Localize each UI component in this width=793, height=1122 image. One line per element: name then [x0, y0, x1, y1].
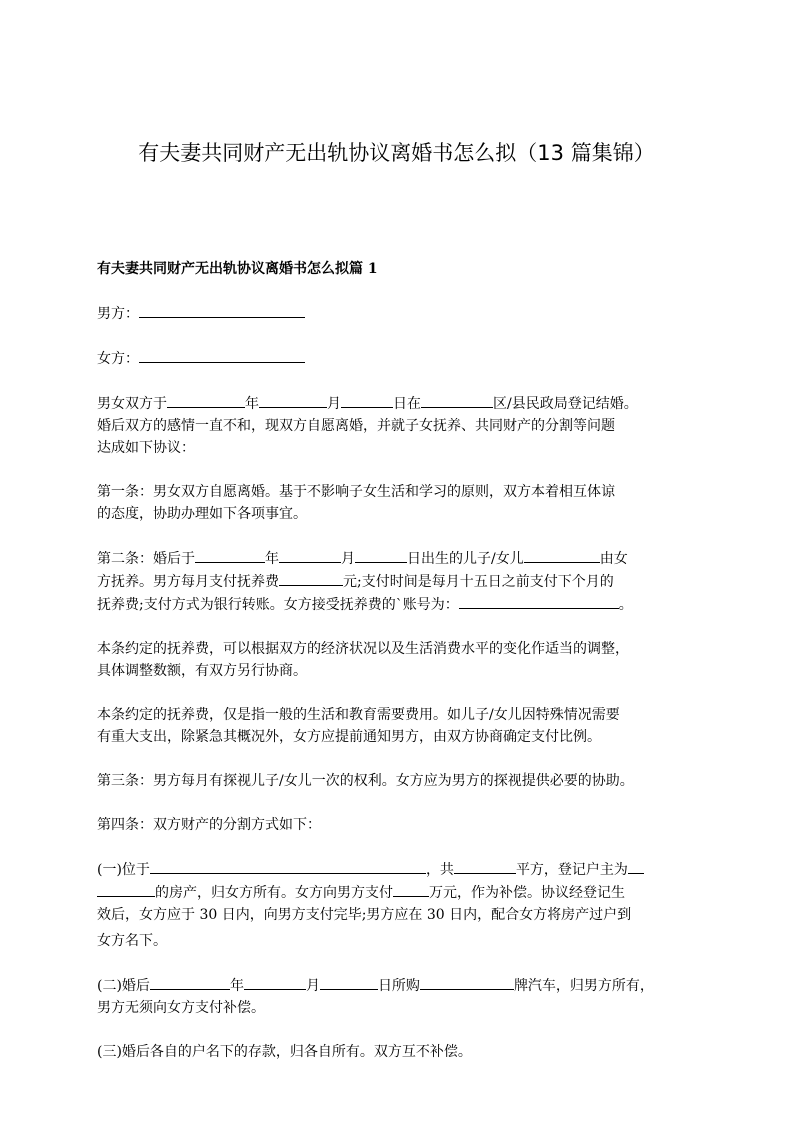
adjustment-para-line-1: 本条约定的抚养费，可以根据双方的经济状况以及生活消费水平的变化作适当的调整， — [97, 641, 629, 657]
district-blank — [421, 392, 493, 408]
text: 男女双方于 — [97, 396, 167, 412]
male-name-blank — [139, 302, 305, 318]
article-1-line-1: 第一条：男女双方自愿离婚。基于不影响子女生活和学习的原则，双方本着相互体谅 — [97, 484, 615, 500]
text: (一)位于 — [97, 862, 150, 878]
item-2-line-2: 男方无须向女方支付补偿。 — [97, 1000, 265, 1016]
text: 月 — [341, 551, 355, 567]
item-1-line-2 — [97, 881, 709, 904]
female-party-line — [97, 347, 709, 370]
year-blank — [150, 974, 230, 990]
article-1-line-2: 的态度，协助办理如下各项事宜。 — [97, 506, 307, 522]
text: 月 — [305, 978, 320, 994]
text: 年 — [229, 978, 244, 994]
child-name-blank — [524, 547, 600, 563]
general-expense-para-line-1: 本条约定的抚养费，仅是指一般的生活和教育需要费用。如儿子/女儿因特殊情况需要 — [97, 707, 620, 723]
item-1-line-3: 效后，女方应于 30 日内，向男方支付完毕;男方应在 30 日内，配合女方将房产过户到 — [97, 907, 632, 923]
text: 由女 — [599, 551, 628, 567]
support-amount-blank — [279, 570, 343, 586]
text: 区/县民政局登记结婚。 — [493, 396, 638, 412]
article-2-line-1 — [97, 547, 709, 570]
month-blank — [259, 392, 327, 408]
text: 日在 — [393, 396, 421, 412]
day-blank — [320, 974, 378, 990]
marriage-registration-line — [97, 392, 709, 415]
article-3: 第三条：男方每月有探视儿子/女儿一次的权利。女方应为男方的探视提供必要的协助。 — [97, 773, 634, 789]
text: 的房产，归女方所有。女方向男方支付 — [155, 885, 393, 901]
section-title: 有夫妻共同财产无出轨协议离婚书怎么拟篇 1 — [97, 261, 378, 277]
owner-blank-start — [628, 858, 644, 874]
text: 年 — [245, 396, 259, 412]
car-brand-blank — [420, 974, 514, 990]
article-2-line-3 — [97, 593, 709, 616]
text: 平方，登记户主为 — [515, 862, 628, 878]
day-blank — [341, 392, 393, 408]
year-blank — [195, 547, 265, 563]
month-blank — [279, 547, 341, 563]
female-label: 女方： — [97, 351, 139, 367]
text: 。 — [618, 597, 633, 613]
text: 万元，作为补偿。协议经登记生 — [429, 885, 625, 901]
intro-line-3: 达成如下协议： — [97, 440, 195, 456]
male-party-line — [97, 302, 709, 325]
text: 年 — [265, 551, 279, 567]
male-label: 男方： — [97, 306, 139, 322]
text: 日出生的儿子/女儿 — [407, 551, 524, 567]
text: ，共 — [425, 862, 454, 878]
item-1-line-1 — [97, 858, 709, 881]
general-expense-para-line-2: 有重大支出，除紧急其概况外，女方应提前通知男方，由双方协商确定支付比例。 — [97, 729, 601, 745]
text: (二)婚后 — [97, 978, 150, 994]
article-4: 第四条：双方财产的分割方式如下： — [97, 817, 321, 833]
account-number-blank — [459, 593, 619, 609]
article-2-line-2 — [97, 570, 709, 593]
item-1-line-4: 女方名下。 — [97, 933, 167, 949]
text: 第二条：婚后于 — [97, 551, 195, 567]
month-blank — [244, 974, 306, 990]
text: 元;支付时间是每月十五日之前支付下个月的 — [343, 574, 614, 590]
text: 牌汽车，归男方所有， — [513, 978, 654, 994]
document-title: 有夫妻共同财产无出轨协议离婚书怎么拟（13 篇集锦） — [138, 141, 655, 165]
item-2-line-1 — [97, 974, 709, 997]
adjustment-para-line-2: 具体调整数额，有双方另行协商。 — [97, 663, 307, 679]
owner-blank-end — [97, 881, 155, 897]
agreement-body — [97, 302, 709, 1063]
female-name-blank — [139, 347, 305, 363]
area-blank — [454, 858, 516, 874]
item-3: (三)婚后各自的户名下的存款，归各自所有。双方互不补偿。 — [97, 1044, 472, 1060]
year-blank — [167, 392, 245, 408]
text: 抚养费;支付方式为银行转账。女方接受抚养费的`账号为： — [97, 597, 459, 613]
text: 日所购 — [377, 978, 420, 994]
text: 月 — [327, 396, 341, 412]
intro-line-2: 婚后双方的感情一直不和，现双方自愿离婚，并就子女抚养、共同财产的分割等问题 — [97, 418, 615, 434]
text: 方抚养。男方每月支付抚养费 — [97, 574, 279, 590]
compensation-blank — [393, 881, 429, 897]
property-address-blank — [150, 858, 426, 874]
day-blank — [355, 547, 407, 563]
